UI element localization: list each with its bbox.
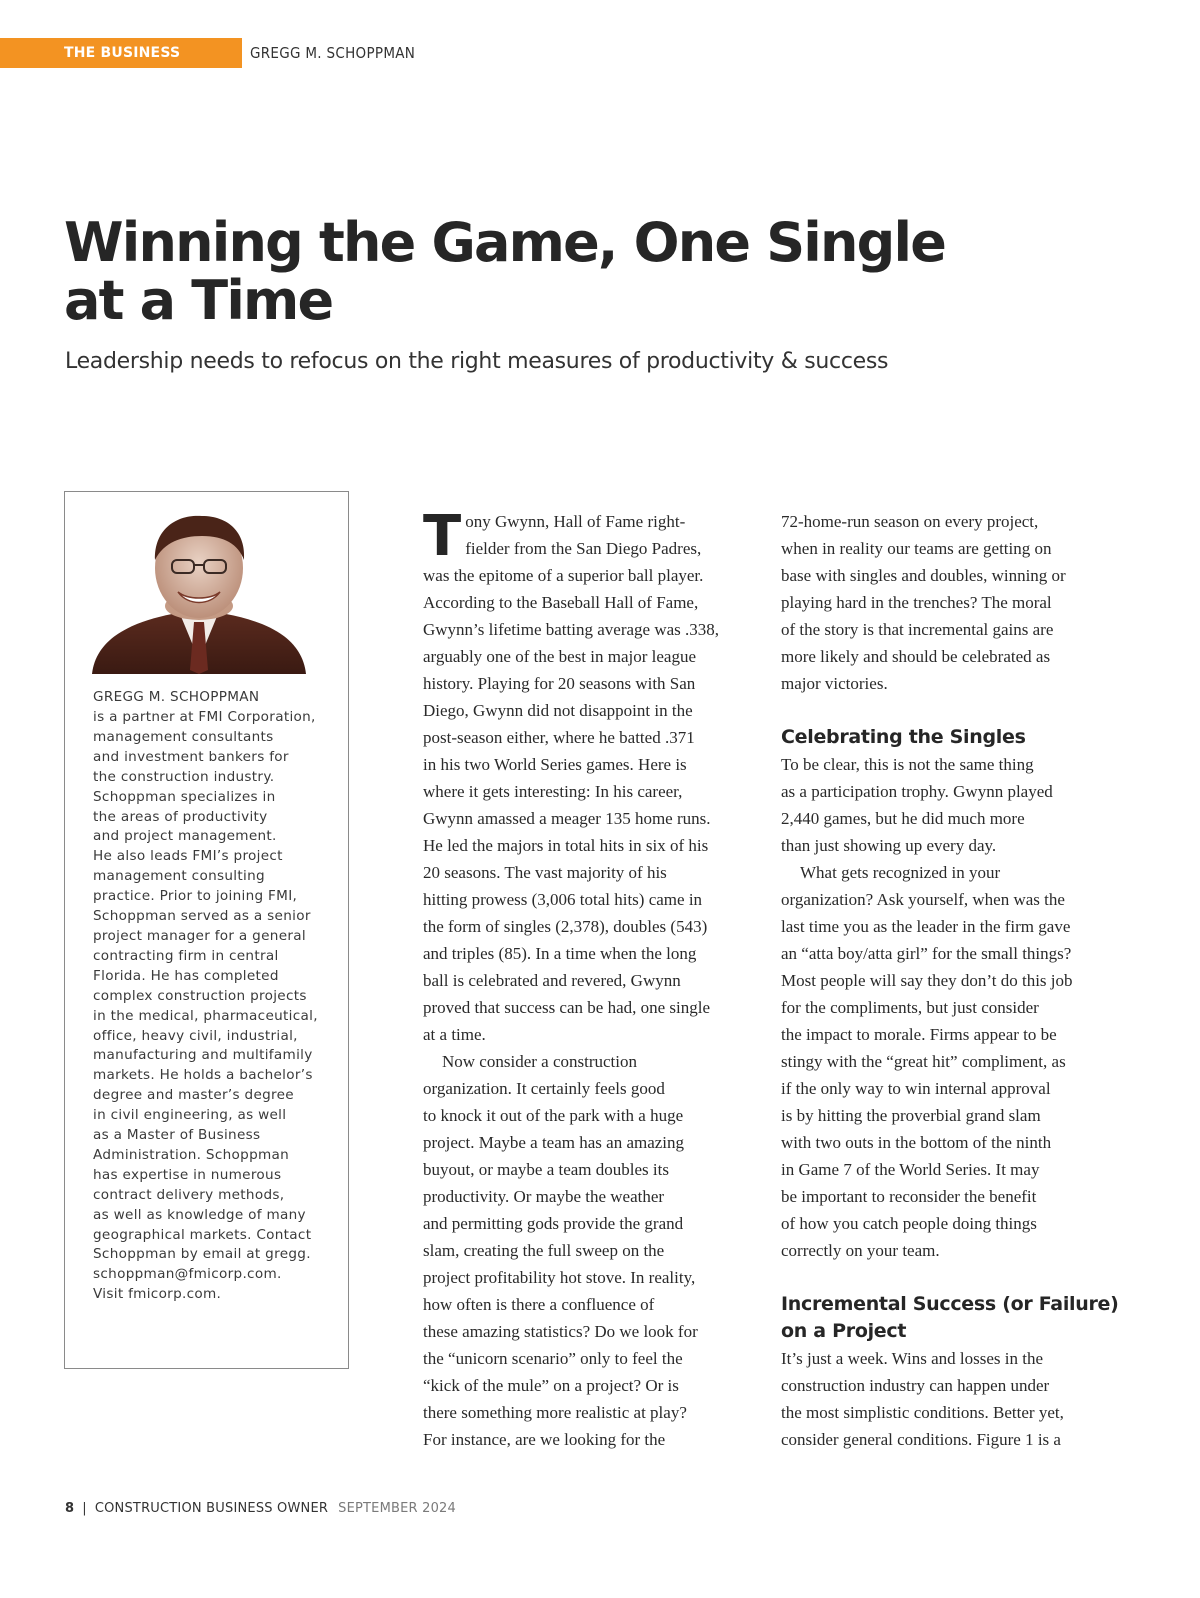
- page-number: 8: [65, 1501, 75, 1516]
- paragraph-home-run: 72-home-run season on every project, when in reality our teams are getting on base with singles and doubles, winning or playing hard in the trenches? The moral of the story is that incremental gains are more likely and should be celebrated as major victories.: [781, 512, 1066, 693]
- paragraph-intro: ony Gwynn, Hall of Fame right- fielder from the San Diego Padres, was the epitome of a superior ball player. According to the Baseball Hall of Fame, Gwynn’s lifetime batting average was .338, arguably one of the best in major league history. Playing for 20 seasons with San Diego, Gwynn did not disappoint in the post-season either, where he batted .371 in his two World Series games. Here is where it gets interesting: In his career, Gwynn amassed a meager 135 home runs. He led the majors in total hits in six of his 20 seasons. The vast majority of his hitting prowess (3,006 total hits) came in the form of singles (2,378), doubles (543) and triples (85). In a time when the long ball is celebrated and revered, Gwynn proved that success can be had, one single at a time.: [423, 512, 720, 1044]
- paragraph-recognition: What gets recognized in your organization? Ask yourself, when was the last time you as the leader in the firm gave an “atta boy/atta girl” for the small things? Most people will say they don’t do this job for the compliments, but just consider the impact to morale. Firms appear to be stingy with the “great hit” compliment, as if the only way to win internal approval is by hitting the proverbial grand slam with two outs in the bottom of the ninth in Game 7 of the World Series. It may be important to reconsider the benefit of how you catch people doing things correctly on your team.: [781, 863, 1073, 1260]
- section-tag: THE BUSINESS COUNCIL: [0, 38, 242, 68]
- publication-name: CONSTRUCTION BUSINESS OWNER: [94, 1501, 329, 1516]
- footer-separator: |: [82, 1501, 87, 1516]
- subhead-celebrating: Celebrating the Singles: [781, 726, 1026, 748]
- body-column-2: [781, 508, 1121, 1453]
- header-author: GREGG M. SCHOPPMAN: [250, 44, 416, 62]
- paragraph-week: It’s just a week. Wins and losses in the construction industry can happen under the most simplistic conditions. Better yet, consider general conditions. Figure 1 is a: [781, 1349, 1064, 1449]
- spacer: [781, 1264, 1121, 1291]
- author-bio-box: [64, 491, 349, 1369]
- page-footer: [65, 1501, 456, 1516]
- bio-name: GREGG M. SCHOPPMAN: [93, 689, 260, 705]
- header-bar: [0, 38, 600, 91]
- body-column-1: [423, 504, 763, 1453]
- issue-date: SEPTEMBER 2024: [338, 1501, 456, 1516]
- paragraph-construction: Now consider a construction organization. It certainly feels good to knock it out of the park with a huge project. Maybe a team has an amazing buyout, or maybe a team doubles its productivity. Or maybe the weather and permitting gods provide the grand slam, creating the full sweep on the project profitability hot stove. In reality, how often is there a confluence of these amazing statistics? Do we look for the “unicorn scenario” only to feel the “kick of the mule” on a project? Or is there something more realistic at play? For instance, are we looking for the: [423, 1052, 698, 1449]
- spacer: [781, 697, 1121, 724]
- author-portrait: [92, 510, 306, 674]
- article-title: Winning the Game, One Single at a Time: [64, 211, 946, 332]
- paragraph-participation: To be clear, this is not the same thing as a participation trophy. Gwynn played 2,440 games, but he did much more than just showing up every day.: [781, 755, 1053, 855]
- drop-cap: T: [423, 504, 462, 569]
- article-subtitle: Leadership needs to refocus on the right measures of productivity & success: [65, 349, 889, 374]
- subhead-incremental: Incremental Success (or Failure) on a Project: [781, 1293, 1119, 1342]
- bio-text: is a partner at FMI Corporation, management consultants and investment bankers for the construction industry. Schoppman specializes in the areas of productivity and project management. He also leads FMI’s project management consulting practice. Prior to joining FMI, Schoppman served as a senior project manager for a general contracting firm in central Florida. He has completed complex construction projects in the medical, pharmaceutical, office, heavy civil, industrial, manufacturing and multifamily markets. He holds a bachelor’s degree and master’s degree in civil engineering, as well as a Master of Business Administration. Schoppman has expertise in numerous contract delivery methods, as well as knowledge of many geographical markets. Contact Schoppman by email at gregg. schoppman@fmicorp.com. Visit fmicorp.com.: [93, 709, 318, 1303]
